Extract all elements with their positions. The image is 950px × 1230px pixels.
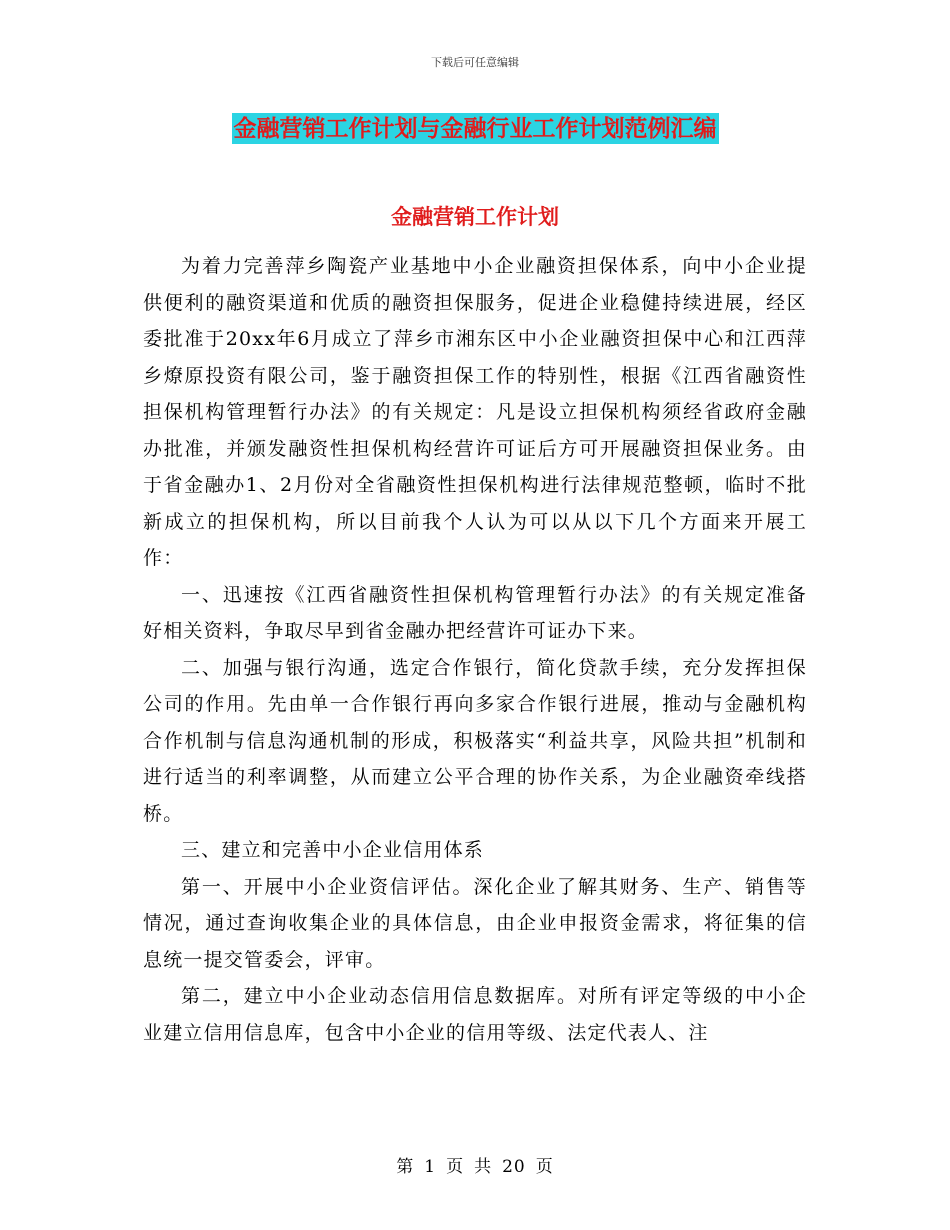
paragraph-item-3: 三、建立和完善中小企业信用体系 (181, 839, 485, 861)
footer-label-end: 页 (535, 1157, 554, 1177)
paragraph-sub-1: 第一、开展中小企业资信评估。深化企业了解其财务、生产、销售等情况，通过查询收集企业的具体信息，由企业申报资金需求，将征集的信息统一提交管委会，评审。 (143, 875, 807, 971)
document-title (0, 112, 950, 148)
document-title-text: 金融营销工作计划与金融行业工作计划范例汇编 (233, 115, 717, 142)
footer-label-total: 共 (474, 1157, 493, 1177)
section-title: 金融营销工作计划 (391, 204, 559, 229)
header-note: 下载后可任意编辑 (431, 56, 519, 69)
page-footer (0, 1152, 950, 1177)
paragraph-item-1: 一、迅速按《江西省融资性担保机构管理暂行办法》的有关规定准备好相关资料，争取尽早到省金融办把经营许可证办下来。 (143, 583, 807, 642)
document-body (143, 248, 807, 1051)
footer-label-of: 页 (446, 1157, 465, 1177)
paragraph-intro: 为着力完善萍乡陶瓷产业基地中小企业融资担保体系，向中小企业提供便利的融资渠道和优质的融资担保服务，促进企业稳健持续进展，经区委批准于20xx年6月成立了萍乡市湘东区中小企业融资担保中心和江西萍乡燎原投资有限公司，鉴于融资担保工作的特别性，根据《江西省融资性担保机构管理暂行办法》的有关规定：凡是设立担保机构须经省政府金融办批准，并颁发融资性担保机构经营许可证后方可开展融资担保业务。由于省金融办1、2月份对全省融资性担保机构进行法律规范整顿，临时不批新成立的担保机构，所以目前我个人认为可以从以下几个方面来开展工作： (143, 255, 807, 569)
footer-label-page: 第 (396, 1157, 415, 1177)
paragraph-item-2: 二、加强与银行沟通，选定合作银行，简化贷款手续，充分发挥担保公司的作用。先由单一合作银行再向多家合作银行进展，推动与金融机构合作机制与信息沟通机制的形成，积极落实“利益共享，风险共担”机制和进行适当的利率调整，从而建立公平合理的协作关系，为企业融资牵线搭桥。 (143, 656, 807, 825)
total-pages-number: 20 (502, 1157, 526, 1177)
paragraph-sub-2: 第二，建立中小企业动态信用信息数据库。对所有评定等级的中小企业建立信用信息库，包含中小企业的信用等级、法定代表人、注 (143, 985, 807, 1044)
current-page-number: 1 (424, 1157, 437, 1177)
